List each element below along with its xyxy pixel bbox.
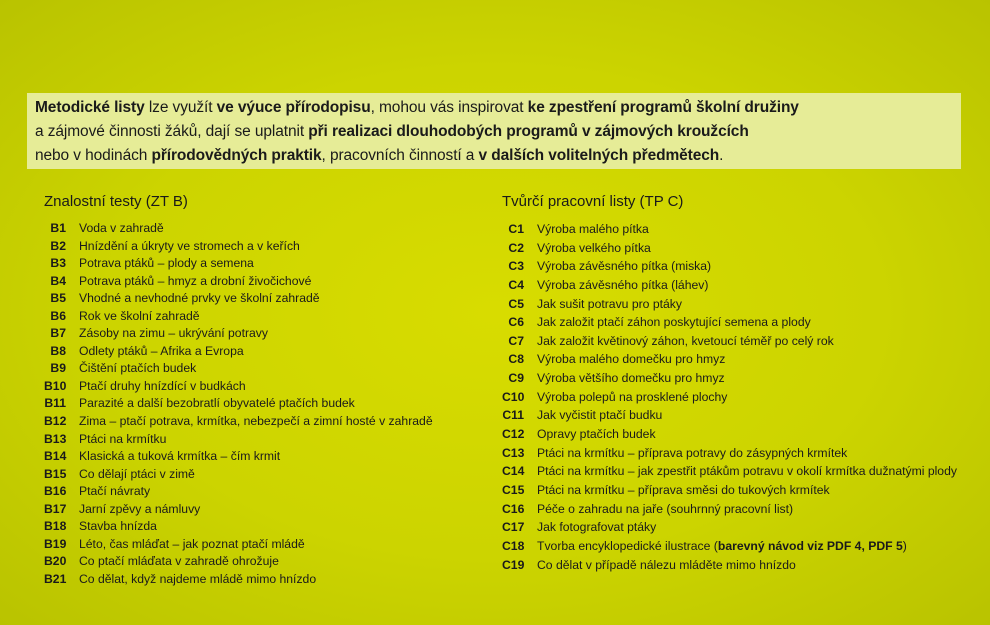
knowledge-test-item-label	[79, 343, 244, 361]
knowledge-test-item	[44, 431, 484, 449]
intro-text-4: , mohou vás inspirovat	[370, 99, 528, 116]
worksheet-item-label	[537, 220, 649, 239]
worksheet-item-text: Jak sušit potravu pro ptáky	[537, 296, 682, 311]
knowledge-test-item-label	[79, 571, 316, 589]
worksheet-item-text: Jak fotografovat ptáky	[537, 520, 657, 535]
worksheet-item-label	[537, 239, 651, 258]
worksheet-item-label	[537, 425, 656, 444]
knowledge-test-item	[44, 448, 484, 466]
intro-text-10: , pracovních činností a	[321, 147, 479, 164]
worksheet-item-code: C11	[502, 408, 524, 423]
worksheet-item-label	[537, 518, 656, 537]
worksheet-item	[502, 239, 972, 258]
knowledge-tests-heading: Znalostní testy (ZT B)	[44, 193, 188, 210]
worksheet-item	[502, 257, 972, 276]
knowledge-test-item-label	[79, 448, 280, 466]
intro-text-2: lze využít	[144, 99, 217, 116]
knowledge-test-item-text: Rok ve školní zahradě	[79, 308, 200, 323]
knowledge-test-item	[44, 518, 484, 536]
knowledge-test-item-code: B8	[50, 343, 66, 358]
knowledge-test-item-label	[79, 518, 157, 536]
worksheet-item-label	[537, 481, 830, 500]
worksheet-item-label	[537, 295, 682, 314]
worksheet-item-code: C17	[502, 520, 525, 535]
knowledge-test-item-text: Co dělají ptáci v zimě	[79, 466, 195, 481]
worksheet-item-label	[537, 369, 725, 388]
worksheet-item-code: C14	[502, 464, 525, 479]
knowledge-test-item-text: Ptačí druhy hnízdící v budkách	[79, 378, 246, 393]
knowledge-test-item	[44, 466, 484, 484]
worksheet-item-text: Ptáci na krmítku – jak zpestřit ptákům potravu v okolí krmítka dužnatými plody	[537, 464, 957, 479]
worksheet-item-text: Jak založit ptačí záhon poskytující semena a plody	[537, 315, 811, 330]
worksheet-item-code: C8	[508, 352, 524, 367]
worksheet-item-label	[537, 257, 711, 276]
knowledge-test-item-code: B13	[44, 431, 67, 446]
knowledge-test-item-text: Co dělat, když najdeme mládě mimo hnízdo	[79, 571, 317, 586]
worksheet-item-code: C4	[508, 277, 524, 292]
worksheet-item	[502, 220, 972, 239]
knowledge-test-item-label	[79, 255, 254, 273]
worksheet-item-label	[537, 388, 727, 407]
knowledge-test-item-text: Jarní zpěvy a námluvy	[79, 501, 201, 516]
worksheet-item-label	[537, 350, 725, 369]
knowledge-test-item-label	[79, 360, 196, 378]
worksheet-item-code: C6	[508, 315, 524, 330]
knowledge-test-item	[44, 255, 484, 273]
worksheet-item-text: Výroba malého pítka	[537, 222, 649, 236]
knowledge-test-item-label	[79, 395, 355, 413]
knowledge-test-item-code: B21	[44, 571, 67, 586]
knowledge-test-item-label	[79, 308, 200, 326]
intro-text-12: .	[719, 147, 724, 164]
worksheet-item-text: Péče o zahradu na jaře (souhrnný pracovní list)	[537, 501, 794, 516]
worksheet-item	[502, 350, 972, 369]
worksheets-list	[502, 220, 972, 574]
worksheet-item	[502, 406, 972, 425]
intro-bold-1: Metodické listy	[35, 99, 145, 116]
intro-bold-11: v dalších volitelných předmětech	[478, 147, 720, 164]
intro-text-8: nebo v hodinách	[35, 147, 152, 164]
knowledge-test-item	[44, 220, 484, 238]
knowledge-test-item	[44, 238, 484, 256]
intro-bold-9: přírodovědných praktik	[151, 147, 322, 164]
knowledge-test-item-text: Potrava ptáků – plody a semena	[79, 256, 254, 271]
knowledge-test-item-code: B2	[50, 238, 66, 253]
worksheet-item-label	[537, 406, 662, 425]
knowledge-test-item-label	[79, 413, 433, 431]
worksheet-item	[502, 388, 972, 407]
knowledge-test-item-label	[79, 483, 150, 501]
knowledge-test-item-text: Zásoby na zimu – ukrývání potravy	[79, 326, 268, 341]
knowledge-tests-list	[44, 220, 484, 588]
knowledge-test-item	[44, 536, 484, 554]
worksheet-item-label	[537, 462, 957, 481]
knowledge-test-item-text: Ptačí návraty	[79, 484, 151, 499]
knowledge-test-item-text: Vhodné a nevhodné prvky ve školní zahradě	[79, 291, 320, 306]
knowledge-test-item	[44, 501, 484, 519]
knowledge-test-item-text: Odlety ptáků – Afrika a Evropa	[79, 343, 244, 358]
worksheet-item	[502, 295, 972, 314]
worksheet-item-bold: barevný návod viz PDF 4, PDF 5	[717, 538, 903, 553]
intro-text-6: a zájmové činnosti žáků, dají se uplatnit	[35, 123, 309, 140]
knowledge-test-item	[44, 325, 484, 343]
knowledge-test-item	[44, 571, 484, 589]
knowledge-test-item	[44, 395, 484, 413]
knowledge-test-item-text: Voda v zahradě	[79, 221, 164, 235]
worksheet-item-label	[537, 537, 907, 556]
knowledge-test-item-label	[79, 290, 320, 308]
knowledge-test-item-code: B15	[44, 466, 67, 481]
knowledge-test-item-code: B11	[44, 396, 66, 411]
knowledge-test-item-label	[79, 273, 311, 291]
knowledge-tests-column	[44, 192, 484, 588]
worksheet-item-text: Výroba závěsného pítka (láhev)	[537, 277, 709, 292]
worksheet-item	[502, 518, 972, 537]
knowledge-test-item-label	[79, 553, 279, 571]
worksheet-item-label	[537, 276, 708, 295]
worksheet-item-text: Co dělat v případě nálezu mláděte mimo hnízdo	[537, 557, 796, 572]
worksheet-item	[502, 462, 972, 481]
knowledge-test-item	[44, 360, 484, 378]
knowledge-test-item-text: Léto, čas mláďat – jak poznat ptačí mládě	[79, 536, 305, 551]
knowledge-test-item-text: Zima – ptačí potrava, krmítka, nebezpečí a zimní hosté v zahradě	[79, 414, 433, 429]
worksheet-item	[502, 537, 972, 556]
knowledge-test-item-code: B7	[50, 326, 66, 341]
knowledge-test-item-label	[79, 378, 246, 396]
worksheet-item-code: C2	[508, 240, 524, 255]
knowledge-test-item-label	[79, 501, 200, 519]
worksheet-item-text: Jak vyčistit ptačí budku	[537, 408, 663, 423]
worksheet-item	[502, 369, 972, 388]
worksheet-item	[502, 444, 972, 463]
worksheet-item-code: C7	[508, 333, 524, 348]
worksheet-item-label	[537, 313, 811, 332]
intro-bold-5: ke zpestření programů školní družiny	[527, 99, 799, 116]
worksheet-item	[502, 425, 972, 444]
knowledge-test-item	[44, 553, 484, 571]
worksheet-item-code: C16	[502, 501, 525, 516]
knowledge-test-item-text: Parazité a další bezobratlí obyvatelé ptačích budek	[79, 396, 355, 411]
worksheet-item-code: C19	[502, 557, 525, 572]
worksheet-item-text: Jak založit květinový záhon, kvetoucí téměř po celý rok	[537, 333, 834, 348]
knowledge-test-item-code: B1	[50, 221, 66, 235]
worksheets-column	[502, 192, 972, 574]
worksheet-item-text: Výroba malého domečku pro hmyz	[537, 352, 726, 367]
worksheet-item-code: C1	[508, 222, 524, 236]
worksheet-item-text: Opravy ptačích budek	[537, 427, 656, 442]
worksheet-item	[502, 313, 972, 332]
worksheet-item-code: C15	[502, 482, 525, 497]
worksheet-item-after: )	[902, 538, 907, 553]
knowledge-test-item-text: Potrava ptáků – hmyz a drobní živočichové	[79, 273, 312, 288]
worksheet-item-label	[537, 556, 796, 575]
intro-bold-3: ve výuce přírodopisu	[216, 99, 371, 116]
knowledge-test-item-code: B3	[50, 256, 66, 271]
knowledge-test-item-text: Co ptačí mláďata v zahradě ohrožuje	[79, 554, 279, 569]
worksheet-item-code: C3	[508, 259, 524, 274]
worksheet-item	[502, 276, 972, 295]
knowledge-test-item-label	[79, 466, 195, 484]
knowledge-test-item-label	[79, 325, 268, 343]
knowledge-test-item-code: B10	[44, 378, 67, 393]
worksheet-item-label	[537, 500, 793, 519]
knowledge-test-item-label	[79, 238, 300, 256]
worksheet-item-text: Výroba velkého pítka	[537, 240, 651, 255]
worksheet-item-text: Tvorba encyklopedické ilustrace (	[537, 538, 718, 553]
worksheet-item-code: C18	[502, 538, 525, 553]
knowledge-test-item-code: B18	[44, 519, 67, 534]
worksheet-item	[502, 556, 972, 575]
knowledge-test-item-text: Klasická a tuková krmítka – čím krmit	[79, 449, 281, 464]
knowledge-test-item-text: Hnízdění a úkryty ve stromech a v keřích	[79, 238, 300, 253]
knowledge-test-item-label	[79, 536, 305, 554]
worksheet-item-code: C5	[508, 296, 524, 311]
knowledge-test-item-code: B9	[50, 361, 66, 376]
worksheet-item-code: C13	[502, 445, 525, 460]
knowledge-test-item-label	[79, 220, 164, 238]
knowledge-test-item	[44, 483, 484, 501]
knowledge-test-item-code: B19	[44, 536, 67, 551]
knowledge-test-item-label	[79, 431, 166, 449]
worksheet-item-text: Ptáci na krmítku – příprava potravy do zásypných krmítek	[537, 445, 848, 460]
worksheet-item-code: C12	[502, 427, 525, 442]
knowledge-test-item-code: B16	[44, 484, 67, 499]
worksheet-item	[502, 481, 972, 500]
knowledge-test-item-code: B17	[44, 501, 67, 516]
worksheet-item-code: C10	[502, 389, 525, 404]
knowledge-test-item	[44, 290, 484, 308]
knowledge-test-item-text: Stavba hnízda	[79, 519, 157, 534]
worksheet-item-text: Výroba závěsného pítka (miska)	[537, 259, 712, 274]
worksheet-item	[502, 332, 972, 351]
worksheet-item-label	[537, 332, 834, 351]
knowledge-test-item	[44, 343, 484, 361]
worksheet-item-code: C9	[508, 371, 524, 386]
knowledge-test-item-code: B6	[50, 308, 66, 323]
knowledge-test-item	[44, 273, 484, 291]
worksheet-item-text: Ptáci na krmítku – příprava směsi do tukových krmítek	[537, 482, 830, 497]
knowledge-test-item-text: Čištění ptačích budek	[79, 361, 197, 376]
worksheet-item-text: Výroba většího domečku pro hmyz	[537, 371, 725, 386]
worksheets-heading: Tvůrčí pracovní listy (TP C)	[502, 193, 684, 210]
knowledge-test-item	[44, 378, 484, 396]
worksheet-item-label	[537, 444, 847, 463]
knowledge-test-item-code: B14	[44, 449, 67, 464]
knowledge-test-item	[44, 413, 484, 431]
knowledge-test-item-code: B20	[44, 554, 67, 569]
knowledge-test-item-code: B5	[50, 291, 66, 306]
intro-bold-7: při realizaci dlouhodobých programů v zájmových kroužcích	[308, 123, 749, 140]
knowledge-test-item-code: B4	[50, 273, 66, 288]
knowledge-test-item-code: B12	[44, 414, 67, 429]
worksheet-item-text: Výroba polepů na prosklené plochy	[537, 389, 728, 404]
knowledge-test-item	[44, 308, 484, 326]
intro-box	[27, 93, 961, 169]
knowledge-test-item-text: Ptáci na krmítku	[79, 431, 167, 446]
worksheet-item	[502, 500, 972, 519]
